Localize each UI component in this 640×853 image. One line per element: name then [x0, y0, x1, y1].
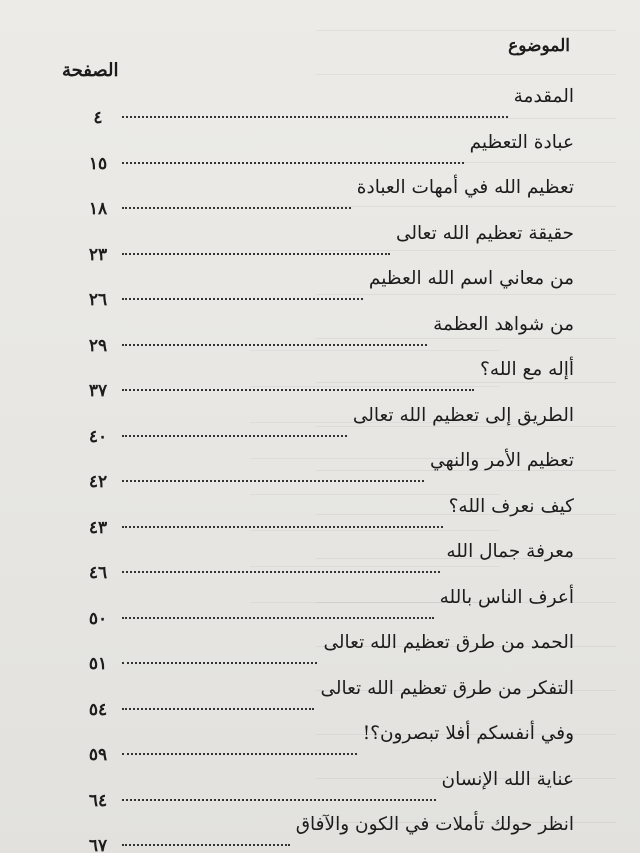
toc-entry	[60, 541, 574, 587]
toc-entry-page-number: ٤٦	[88, 563, 108, 583]
toc-entry	[60, 314, 574, 360]
toc-entry	[60, 86, 574, 132]
toc-entry	[60, 223, 574, 269]
toc-entry	[60, 496, 574, 542]
toc-entry-title: أعرف الناس بالله	[439, 586, 574, 608]
toc-entry-title: التفكر من طرق تعظيم الله تعالى	[320, 677, 574, 699]
toc-entry-page-number: ٢٩	[88, 335, 108, 356]
toc-entry-title-row	[480, 359, 574, 380]
column-header-topic: الموضوع	[508, 36, 570, 56]
toc-entry-page-number: ٢٣	[88, 244, 108, 265]
dot-leader	[122, 116, 508, 118]
toc-entry-title-row	[442, 769, 574, 790]
toc-entry-title-row	[514, 86, 574, 107]
toc-entry-page-number: ٦٧	[88, 836, 108, 853]
toc-entry-title: عناية الله الإنسان	[441, 768, 574, 790]
toc-entry-title-row	[363, 723, 574, 744]
toc-entry-title: من معاني اسم الله العظيم	[368, 268, 574, 289]
dot-leader	[122, 844, 290, 846]
toc-entry-title: المقدمة	[513, 86, 574, 107]
toc-entry	[60, 632, 574, 678]
toc-entry-title: الحمد من طرق تعظيم الله تعالى	[323, 632, 574, 653]
toc-entry-title: تعظيم الأمر والنهي	[430, 450, 574, 471]
toc-entry	[60, 723, 574, 769]
toc-entry-page-number: ٥١	[88, 654, 108, 674]
toc-entry-title-row	[430, 450, 574, 471]
toc-entry	[60, 132, 574, 178]
table-of-contents	[60, 86, 574, 853]
toc-entry	[60, 450, 574, 496]
toc-entry-title: حقيقة تعظيم الله تعالى	[395, 222, 574, 244]
dot-leader	[122, 617, 434, 619]
toc-entry-title: الطريق إلى تعظيم الله تعالى	[352, 404, 574, 426]
toc-entry-page-number: ٢٦	[88, 290, 108, 310]
toc-entry-page-number: ٥٤	[88, 699, 108, 720]
toc-entry-page-number: ٣٧	[88, 381, 108, 401]
toc-entry	[60, 177, 574, 223]
toc-entry-page-number: ١٥	[88, 153, 108, 174]
toc-entry	[60, 769, 574, 815]
dot-leader	[122, 662, 317, 664]
toc-entry-page-number: ٦٤	[88, 790, 108, 811]
toc-entry-title: وفي أنفسكم أفلا تبصرون؟!	[362, 723, 574, 744]
toc-entry-title-row	[296, 814, 574, 835]
toc-entry-title-row	[446, 541, 574, 562]
toc-entry-page-number: ٤٣	[88, 517, 108, 538]
toc-entry-page-number: ٤٢	[88, 472, 108, 492]
dot-leader	[122, 389, 474, 391]
toc-entry-title-row	[440, 587, 574, 608]
toc-entry-page-number: ٤	[93, 108, 103, 128]
toc-entry-title-row	[320, 678, 574, 699]
toc-entry-title-row	[323, 632, 574, 653]
toc-entry	[60, 587, 574, 633]
toc-entry-title-row	[396, 223, 574, 244]
toc-entry-page-number: ٥٠	[88, 608, 108, 629]
toc-entry-title: انظر حولك تأملات في الكون والآفاق	[295, 814, 574, 835]
dot-leader	[122, 435, 347, 437]
toc-entry	[60, 359, 574, 405]
toc-entry-page-number: ٤٠	[88, 426, 108, 447]
dot-leader	[122, 571, 440, 573]
toc-entry	[60, 405, 574, 451]
toc-entry-title: أإله مع الله؟	[480, 359, 574, 380]
toc-entry-title-row	[353, 405, 574, 426]
dot-leader	[122, 526, 443, 528]
dot-leader	[122, 480, 424, 482]
toc-entry-title-row	[470, 132, 574, 153]
dot-leader	[122, 708, 314, 710]
toc-entry-title: من شواهد العظمة	[433, 313, 574, 335]
toc-entry-title-row	[369, 268, 574, 289]
toc-entry-title-row	[449, 496, 574, 517]
toc-entry-title: معرفة جمال الله	[446, 541, 574, 562]
dot-leader	[122, 207, 351, 209]
dot-leader	[122, 344, 427, 346]
toc-entry-page-number: ٥٩	[88, 745, 108, 765]
toc-entry-title: كيف نعرف الله؟	[448, 495, 574, 517]
toc-entry	[60, 678, 574, 724]
dot-leader	[122, 753, 357, 755]
column-header-page: الصفحة	[62, 60, 119, 81]
toc-entry	[60, 268, 574, 314]
dot-leader	[122, 253, 390, 255]
toc-entry-title-row	[433, 314, 574, 335]
toc-entry-page-number: ١٨	[88, 199, 108, 219]
toc-entry-title: عبادة التعظيم	[469, 131, 574, 153]
dot-leader	[122, 298, 363, 300]
toc-entry-title: تعظيم الله في أمهات العبادة	[356, 177, 574, 198]
toc-entry	[60, 814, 574, 853]
dot-leader	[122, 162, 464, 164]
toc-entry-title-row	[357, 177, 574, 198]
dot-leader	[122, 799, 436, 801]
